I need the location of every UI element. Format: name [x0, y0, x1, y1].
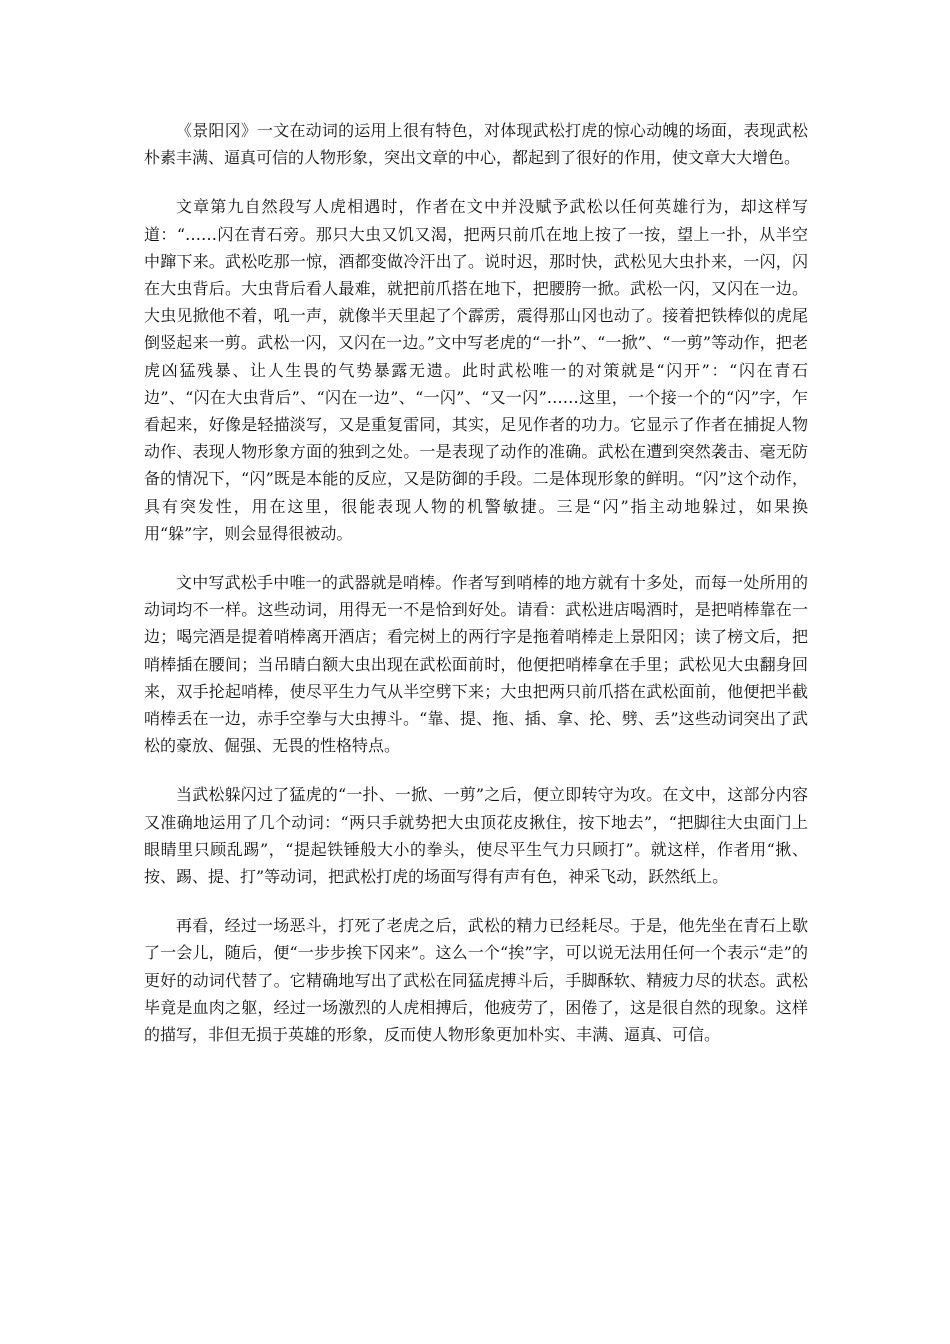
paragraph-attack-verbs: 当武松躲闪过了猛虎的“一扑、一掀、一剪”之后，便立即转守为攻。在文中，这部分内容又准确地运用了几个动词：“两只手就势把大虫顶花皮揪住，按下地去”，“把脚往大虫面门上眼睛里只顾乱踢”，“提起铁锤般大小的拳头，使尽平生气力只顾打”。就这样，作者用“揪、按、踢、提、打”等动词，把武松打虎的场面写得有声有色，神采飞动，跃然纸上。	[144, 785, 808, 887]
paragraph-intro: 《景阳冈》一文在动词的运用上很有特色，对体现武松打虎的惊心动魄的场面，表现武松朴素丰满、逼真可信的人物形象，突出文章的中心，都起到了很好的作用，使文章大大增色。	[144, 121, 808, 168]
document-body	[144, 117, 808, 1070]
paragraph-staff-verbs: 文中写武松手中唯一的武器就是哨棒。作者写到哨棒的地方就有十多处，而每一处所用的动词均不一样。这些动词，用得无一不是恰到好处。请看：武松进店喝酒时，是把哨棒靠在一边；喝完酒是提着哨棒离开酒店；看完树上的两行字是拖着哨棒走上景阳冈；读了榜文后，把哨棒插在腰间；当吊睛白额大虫出现在武松面前时，他便把哨棒拿在手里；武松见大虫翻身回来，双手抡起哨棒，使尽平生力气从半空劈下来；大虫把两只前爪搭在武松面前，他便把半截哨棒丢在一边，赤手空拳与大虫搏斗。“靠、提、拖、插、拿、抡、劈、丢”这些动词突出了武松的豪放、倔强、无畏的性格特点。	[144, 573, 808, 756]
paragraph-conclusion: 再看，经过一场恶斗，打死了老虎之后，武松的精力已经耗尽。于是，他先坐在青石上歇了一会儿，随后，便“一步步挨下冈来”。这么一个“挨”字，可以说无法用任何一个表示“走”的更好的动词代替了。它精确地写出了武松在同猛虎搏斗后，手脚酥软、精疲力尽的状态。武松毕竟是血肉之躯，经过一场激烈的人虎相搏后，他疲劳了，困倦了，这是很自然的现象。这样的描写，非但无损于英雄的形象，反而使人物形象更加朴实、丰满、逼真、可信。	[144, 916, 808, 1045]
paragraph-dodge-analysis: 文章第九自然段写人虎相遇时，作者在文中并没赋予武松以任何英雄行为，却这样写道：“……闪在青石旁。那只大虫又饥又渴，把两只前爪在地上按了一按，望上一扑，从半空中蹿下来。武松吃那一惊，酒都变做冷汗出了。说时迟，那时快，武松见大虫扑来，一闪，闪在大虫背后。大虫背后看人最难，就把前爪搭在地下，把腰胯一掀。武松一闪，又闪在一边。大虫见掀他不着，吼一声，就像半天里起了个霹雳，震得那山冈也动了。接着把铁棒似的虎尾倒竖起来一剪。武松一闪，又闪在一边。”文中写老虎的“一扑”、“一掀”、“一剪”等动作，把老虎凶猛残暴、让人生畏的气势暴露无遗。此时武松唯一的对策就是“闪开”：“闪在青石边”、“闪在大虫背后”、“闪在一边”、“一闪”、“又一闪”……这里，一个接一个的“闪”字，乍看起来，好像是轻描淡写，又是重复雷同，其实，足见作者的功力。它显示了作者在捕捉人物动作、表现人物形象方面的独到之处。一是表现了动作的准确。武松在遭到突然袭击、毫无防备的情况下，“闪”既是本能的反应，又是防御的手段。二是体现形象的鲜明。“闪”这个动作，具有突发性，用在这里，很能表现人物的机警敏捷。三是“闪”指主动地躲过，如果换用“躲”字，则会显得很被动。	[144, 197, 808, 543]
